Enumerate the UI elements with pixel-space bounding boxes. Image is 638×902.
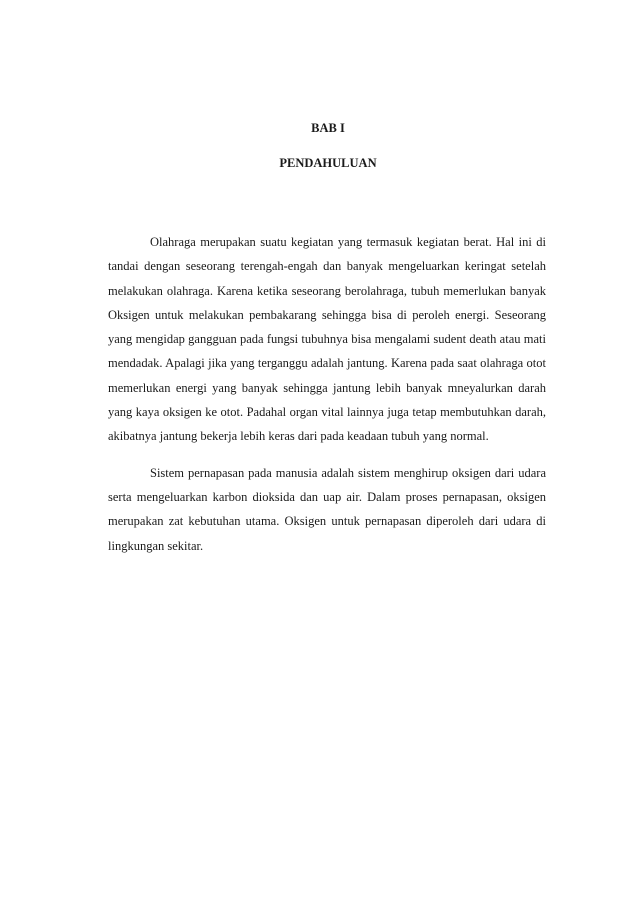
- paragraph-2: Sistem pernapasan pada manusia adalah sistem menghirup oksigen dari udara serta mengeluarkan karbon dioksida dan uap air. Dalam proses pernapasan, oksigen merupakan zat kebutuhan utama. Oksigen untuk pernapasan diperoleh dari udara di lingkungan sekitar.: [108, 465, 546, 553]
- body-text: [108, 230, 546, 570]
- chapter-title: PENDAHULUAN: [279, 156, 377, 170]
- paragraph-1: Olahraga merupakan suatu kegiatan yang termasuk kegiatan berat. Hal ini di tandai dengan seseorang terengah-engah dan banyak mengeluarkan keringat setelah melakukan olahraga. Karena ketika seseorang berolahraga, tubuh memerlukan banyak Oksigen untuk melakukan pembakarang sehingga bisa di peroleh energi. Seseorang yang mengidap gangguan pada fungsi tubuhnya bisa mengalami sudent death atau mati mendadak. Apalagi jika yang terganggu adalah jantung. Karena pada saat olahraga otot memerlukan energi yang banyak sehingga jantung lebih banyak mneyalurkan darah yang kaya oksigen ke otot. Padahal organ vital lainnya juga tetap membutuhkan darah, akibatnya jantung bekerja lebih keras dari pada keadaan tubuh yang normal.: [108, 235, 546, 444]
- chapter-number: BAB I: [311, 121, 345, 135]
